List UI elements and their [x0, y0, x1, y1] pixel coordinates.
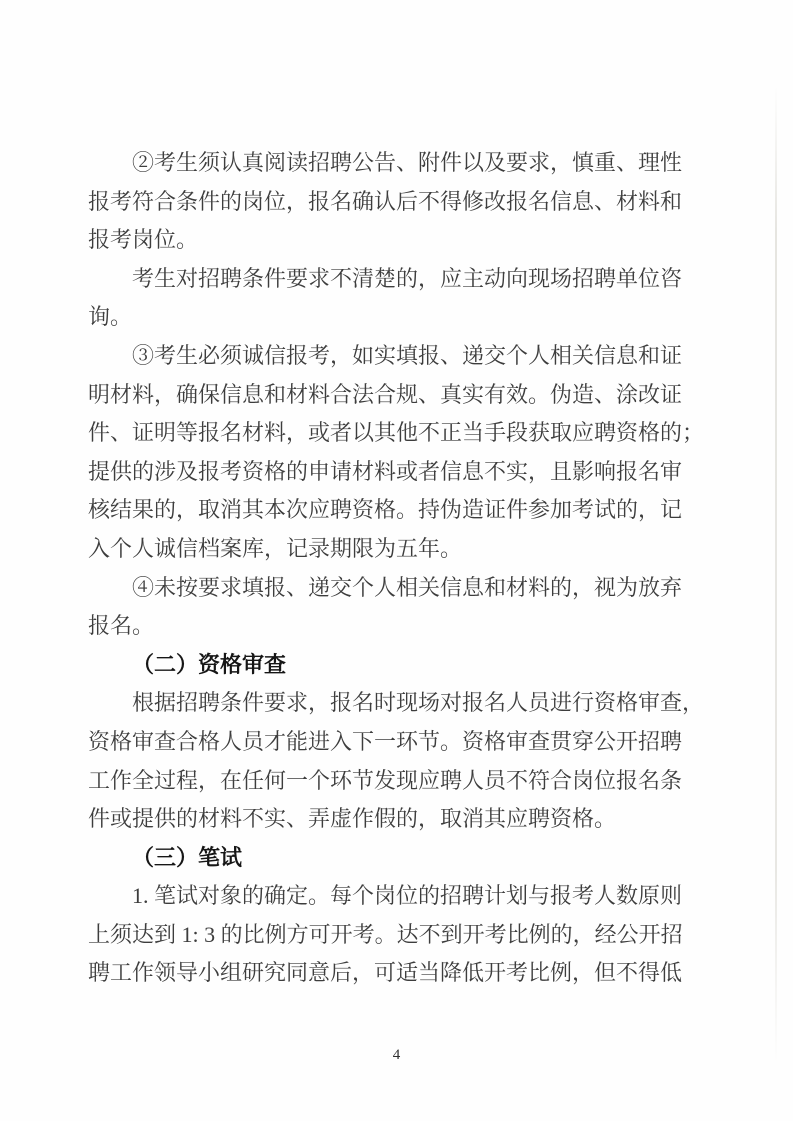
section-qualification-review: [88, 646, 684, 685]
body-line: 工作全过程，在任何一个环节发现应聘人员不符合岗位报名条: [88, 767, 683, 793]
body-line: 考生对招聘条件要求不清楚的，应主动向现场招聘单位咨: [132, 265, 683, 291]
body-line: 报名。: [88, 613, 155, 639]
paragraph: [88, 684, 705, 838]
scan-artifact-line: [775, 85, 777, 1065]
paragraph: [88, 877, 684, 993]
body-line: 询。: [88, 304, 133, 330]
body-line: 件或提供的材料不实、弄虚作假的，取消其应聘资格。: [88, 806, 617, 832]
body-line: ④未按要求填报、递交个人相关信息和材料的，视为放弃: [132, 574, 683, 600]
paragraph: [88, 260, 684, 337]
body-line: 明材料，确保信息和材料合法合规、真实有效。伪造、涂改证: [88, 381, 683, 407]
body-line: 上须达到 1: 3 的比例方可开考。达不到开考比例的，经公开招: [88, 921, 683, 947]
body-line: 报考岗位。: [88, 227, 199, 253]
body-line: 件、证明等报名材料，或者以其他不正当手段获取应聘资格的；: [88, 420, 705, 446]
body-line: 报考符合条件的岗位，报名确认后不得修改报名信息、材料和: [88, 188, 683, 214]
body-line: 根据招聘条件要求，报名时现场对报名人员进行资格审查，: [132, 690, 705, 716]
body-line: ③考生必须诚信报考，如实填报、递交个人相关信息和证: [132, 342, 683, 368]
paragraph: [88, 569, 684, 646]
body-line: 资格审查合格人员才能进入下一环节。资格审查贯穿公开招聘: [88, 728, 683, 754]
section-written-exam: [88, 839, 684, 878]
section-heading-qualification-review: （二）资格审查: [132, 651, 287, 677]
paragraph: [88, 337, 705, 569]
body-line: 提供的涉及报考资格的申请材料或者信息不实，且影响报名审: [88, 458, 683, 484]
page-number: 4: [392, 1047, 401, 1063]
document-body: [88, 144, 705, 993]
body-line: ②考生须认真阅读招聘公告、附件以及要求，慎重、理性: [132, 150, 683, 175]
paragraph: [88, 144, 684, 260]
body-line: 核结果的，取消其本次应聘资格。持伪造证件参加考试的，记: [88, 497, 683, 523]
section-heading-written-exam: （三）笔试: [132, 844, 243, 870]
body-line: 1. 笔试对象的确定。每个岗位的招聘计划与报考人数原则: [132, 883, 683, 909]
body-line: 入个人诚信档案库，记录期限为五年。: [88, 535, 463, 561]
body-line: 聘工作领导小组研究同意后，可适当降低开考比例，但不得低: [88, 960, 683, 986]
